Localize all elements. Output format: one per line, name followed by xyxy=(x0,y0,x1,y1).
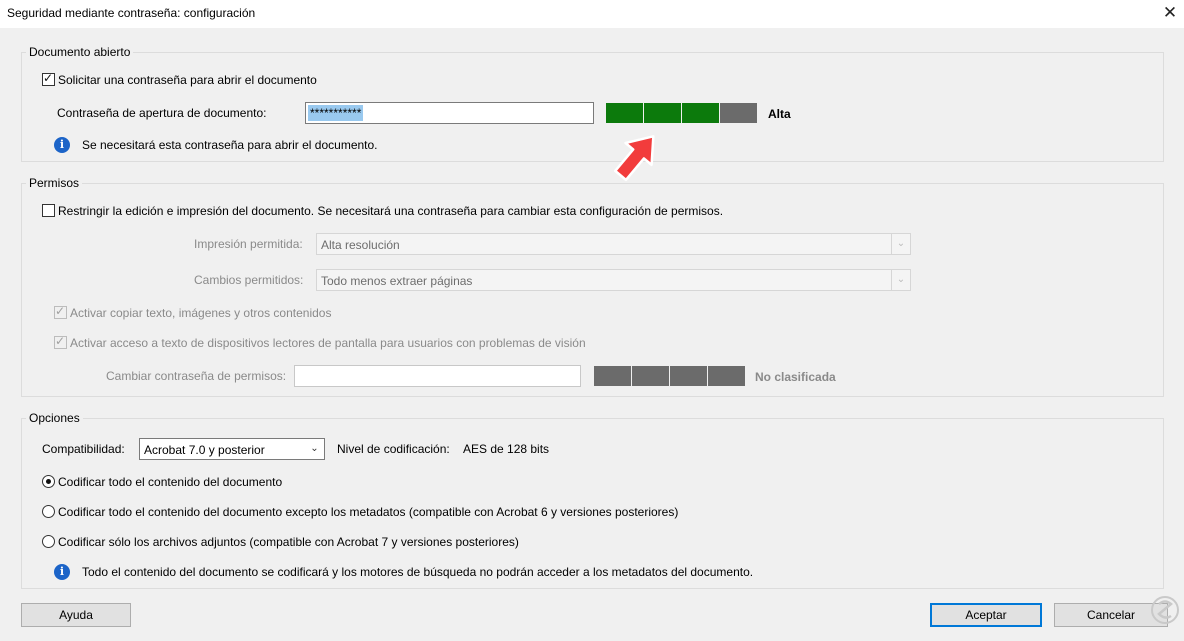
printing-allowed-select xyxy=(316,233,911,255)
encryption-info-text: Todo el contenido del documento se codificará y los motores de búsqueda no podrán acceder a los metadatos del documento. xyxy=(82,565,754,579)
changes-allowed-select xyxy=(316,269,911,291)
radio-encrypt-attachments-label[interactable]: Codificar sólo los archivos adjuntos (compatible con Acrobat 7 y versiones posteriores) xyxy=(58,535,519,549)
change-permissions-password-label: Cambiar contraseña de permisos: xyxy=(106,369,287,383)
open-password-info-text: Se necesitará esta contraseña para abrir el documento. xyxy=(82,138,378,152)
compatibility-select[interactable] xyxy=(139,438,325,460)
legend-permisos: Permisos xyxy=(26,176,82,190)
open-password-value: *********** xyxy=(310,106,362,120)
radio-encrypt-attachments[interactable] xyxy=(42,535,55,548)
strength-segment xyxy=(708,366,745,386)
strength-segment xyxy=(632,366,669,386)
printing-allowed-value: Alta resolución xyxy=(321,238,400,252)
compatibility-value: Acrobat 7.0 y posterior xyxy=(144,443,265,457)
help-button[interactable]: Ayuda xyxy=(21,603,131,627)
strength-segment xyxy=(682,103,719,123)
password-strength-label: Alta xyxy=(768,107,791,121)
enable-copy-checkbox xyxy=(54,306,67,319)
strength-segment xyxy=(606,103,643,123)
radio-encrypt-except-metadata-label[interactable]: Codificar todo el contenido del documento excepto los metadatos (compatible con Acrobat 6 y versiones posteriores) xyxy=(58,505,679,519)
info-icon: i xyxy=(54,137,70,153)
chevron-down-icon: ⌄ xyxy=(891,234,910,254)
enable-screenreader-checkbox xyxy=(54,336,67,349)
restrict-editing-checkbox[interactable] xyxy=(42,204,55,217)
close-icon[interactable]: ✕ xyxy=(1162,3,1178,22)
restrict-editing-label[interactable]: Restringir la edición e impresión del documento. Se necesitará una contraseña para cambiar esta configuración de permisos. xyxy=(58,204,724,218)
changes-allowed-value: Todo menos extraer páginas xyxy=(321,274,473,288)
permissions-strength-meter xyxy=(594,366,744,386)
info-icon: i xyxy=(54,564,70,580)
cancel-button[interactable]: Cancelar xyxy=(1054,603,1168,627)
open-password-input[interactable] xyxy=(305,102,594,124)
encryption-level-value: AES de 128 bits xyxy=(463,442,550,456)
radio-encrypt-except-metadata[interactable] xyxy=(42,505,55,518)
password-strength-meter xyxy=(606,103,756,123)
enable-copy-label: Activar copiar texto, imágenes y otros contenidos xyxy=(70,306,332,320)
radio-encrypt-all[interactable] xyxy=(42,475,55,488)
strength-segment xyxy=(720,103,757,123)
printing-allowed-label: Impresión permitida: xyxy=(194,237,303,251)
open-password-label: Contraseña de apertura de documento: xyxy=(57,106,267,120)
window-title: Seguridad mediante contraseña: configuración xyxy=(7,6,256,20)
strength-segment xyxy=(594,366,631,386)
require-password-checkbox[interactable] xyxy=(42,73,55,86)
enable-screenreader-label: Activar acceso a texto de dispositivos lectores de pantalla para usuarios con problemas de visión xyxy=(70,336,586,350)
chevron-down-icon: ⌄ xyxy=(891,270,910,290)
permissions-strength-label: No clasificada xyxy=(755,370,836,384)
changes-allowed-label: Cambios permitidos: xyxy=(194,273,304,287)
encryption-level-label: Nivel de codificación: xyxy=(337,442,450,456)
radio-encrypt-all-label[interactable]: Codificar todo el contenido del documento xyxy=(58,475,283,489)
strength-segment xyxy=(644,103,681,123)
strength-segment xyxy=(670,366,707,386)
legend-opciones: Opciones xyxy=(26,411,83,425)
watermark-logo-icon xyxy=(1148,596,1182,636)
compatibility-label: Compatibilidad: xyxy=(42,442,125,456)
chevron-down-icon[interactable]: ⌄ xyxy=(310,443,319,454)
legend-documento-abierto: Documento abierto xyxy=(26,45,133,59)
ok-button[interactable]: Aceptar xyxy=(930,603,1042,627)
require-password-label[interactable]: Solicitar una contraseña para abrir el documento xyxy=(58,73,317,87)
change-permissions-password-input xyxy=(294,365,581,387)
annotation-arrow-icon xyxy=(608,125,664,185)
